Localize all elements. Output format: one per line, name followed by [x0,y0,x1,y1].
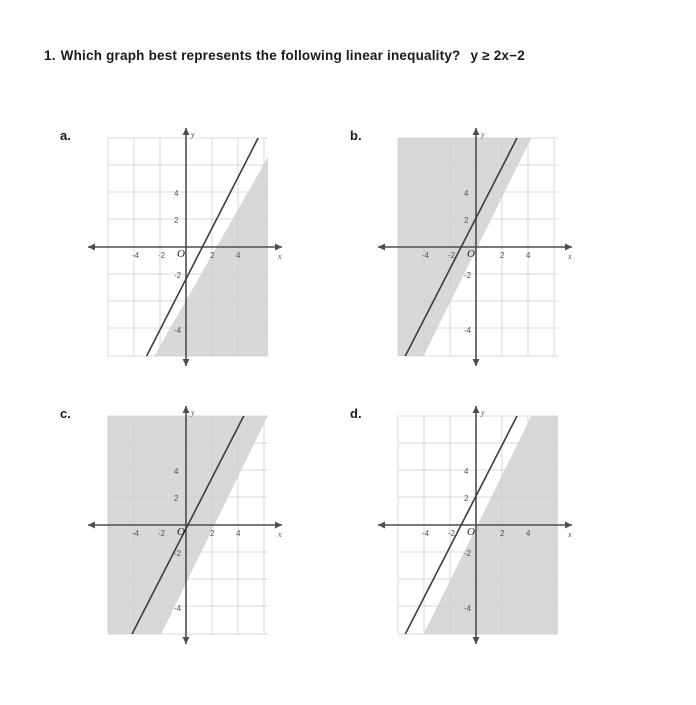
svg-text:y: y [481,408,485,417]
svg-text:-4: -4 [464,604,472,613]
svg-text:2: 2 [500,251,505,260]
svg-text:O: O [177,248,185,260]
svg-text:4: 4 [236,251,241,260]
svg-text:x: x [278,530,282,539]
choice-c-label: c. [60,406,71,421]
svg-text:4: 4 [526,529,531,538]
svg-text:-4: -4 [132,251,140,260]
svg-text:-2: -2 [174,549,182,558]
svg-text:4: 4 [174,189,179,198]
choice-c-graph [82,398,294,652]
choice-b-label: b. [350,128,362,143]
svg-text:O: O [467,248,475,260]
svg-text:x: x [568,530,572,539]
svg-text:2: 2 [464,494,469,503]
svg-text:2: 2 [210,251,215,260]
svg-text:-4: -4 [174,326,182,335]
svg-text:-2: -2 [464,549,472,558]
svg-text:4: 4 [464,467,469,476]
svg-text:-2: -2 [158,529,166,538]
question-equation: y ≥ 2x−2 [470,48,525,63]
svg-text:2: 2 [500,529,505,538]
question-number: 1. [44,48,56,63]
svg-text:O: O [177,526,185,538]
svg-text:4: 4 [526,251,531,260]
choice-b-graph [372,120,584,374]
choice-d-graph [372,398,584,652]
svg-text:4: 4 [236,529,241,538]
svg-text:4: 4 [464,189,469,198]
svg-text:-2: -2 [158,251,166,260]
question-prompt: Which graph best represents the following linear inequality? [60,48,461,63]
svg-text:4: 4 [174,467,179,476]
svg-text:-4: -4 [464,326,472,335]
svg-text:2: 2 [464,216,469,225]
choice-d-label: d. [350,406,362,421]
svg-text:2: 2 [174,494,179,503]
svg-text:-2: -2 [448,251,456,260]
svg-text:-4: -4 [422,529,430,538]
svg-text:-2: -2 [464,271,472,280]
svg-text:2: 2 [210,529,215,538]
svg-text:-2: -2 [448,529,456,538]
svg-text:-4: -4 [422,251,430,260]
svg-text:y: y [191,408,195,417]
choice-a-graph [82,120,294,374]
question-text [44,48,525,63]
svg-text:y: y [191,130,195,139]
svg-text:2: 2 [174,216,179,225]
svg-text:-4: -4 [132,529,140,538]
svg-text:O: O [467,526,475,538]
svg-text:y: y [481,130,485,139]
svg-text:x: x [568,252,572,261]
svg-text:-2: -2 [174,271,182,280]
choice-a-label: a. [60,128,71,143]
svg-text:x: x [278,252,282,261]
svg-text:-4: -4 [174,604,182,613]
